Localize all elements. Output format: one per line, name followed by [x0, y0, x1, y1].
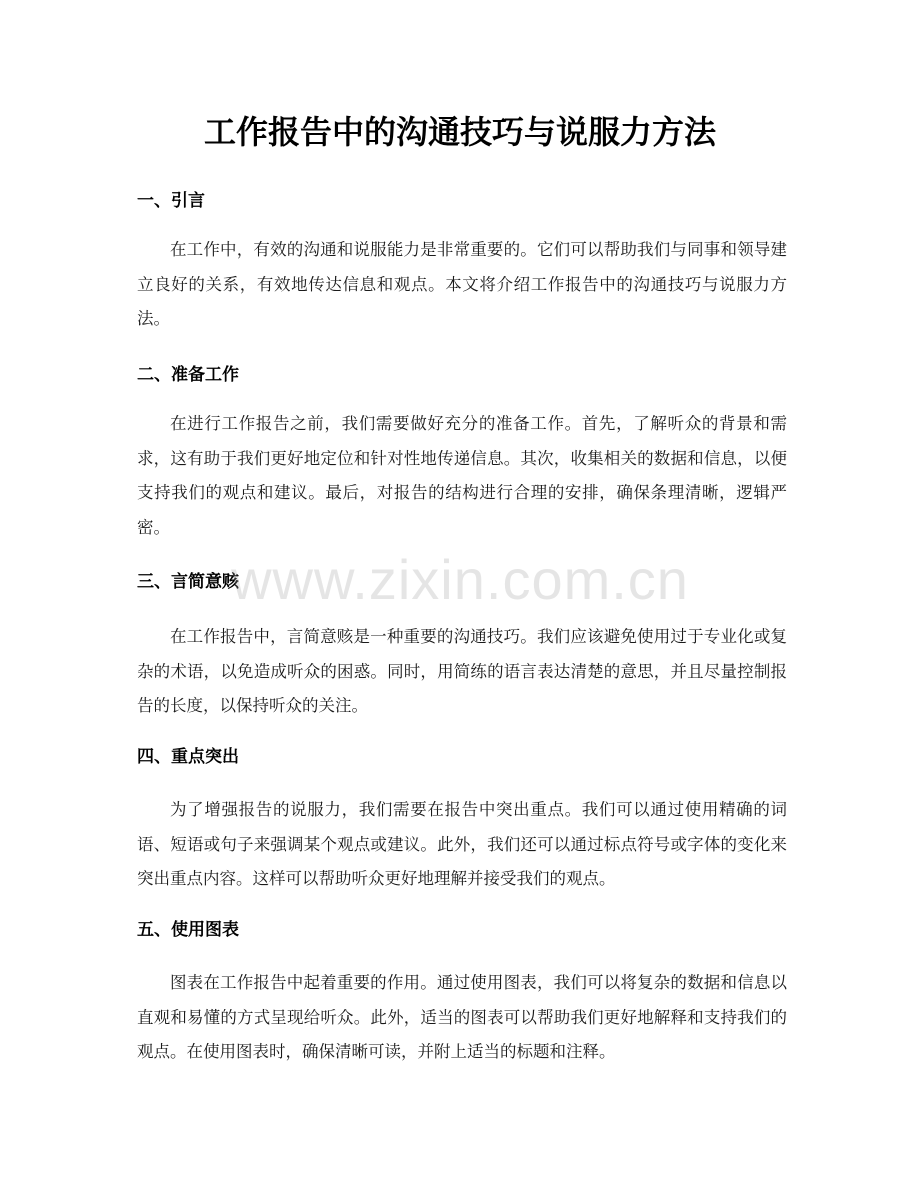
section-heading-introduction: 一、引言: [137, 191, 205, 211]
section-paragraph-introduction: 在工作中，有效的沟通和说服能力是非常重要的。它们可以帮助我们与同事和领导建立良好的关系，有效地传达信息和观点。本文将介绍工作报告中的沟通技巧与说服力方法。: [137, 240, 787, 328]
section-heading-highlight: 四、重点突出: [137, 747, 239, 767]
watermark: www.zixin.com.cn: [231, 548, 689, 611]
section-paragraph-concise: 在工作报告中，言简意赅是一种重要的沟通技巧。我们应该避免使用过于专业化或复杂的术语，以免造成听众的困惑。同时，用简练的语言表达清楚的意思，并且尽量控制报告的长度，以保持听众的关注。: [137, 627, 787, 715]
section-heading-charts: 五、使用图表: [137, 920, 239, 940]
section-paragraph-highlight: 为了增强报告的说服力，我们需要在报告中突出重点。我们可以通过使用精确的词语、短语或句子来强调某个观点或建议。此外，我们还可以通过标点符号或字体的变化来突出重点内容。这样可以帮助听众更好地理解并接受我们的观点。: [137, 800, 787, 888]
section-paragraph-preparation: 在进行工作报告之前，我们需要做好充分的准备工作。首先，了解听众的背景和需求，这有助于我们更好地定位和针对性地传递信息。其次，收集相关的数据和信息，以便支持我们的观点和建议。最后，对报告的结构进行合理的安排，确保条理清晰，逻辑严密。: [137, 414, 787, 537]
section-heading-concise: 三、言简意赅: [137, 572, 239, 592]
section-heading-preparation: 二、准备工作: [137, 365, 239, 385]
document-title: 工作报告中的沟通技巧与说服力方法: [203, 113, 716, 151]
section-paragraph-charts: 图表在工作报告中起着重要的作用。通过使用图表，我们可以将复杂的数据和信息以直观和易懂的方式呈现给听众。此外，适当的图表可以帮助我们更好地解释和支持我们的观点。在使用图表时，确保清晰可读，并附上适当的标题和注释。: [137, 973, 787, 1061]
